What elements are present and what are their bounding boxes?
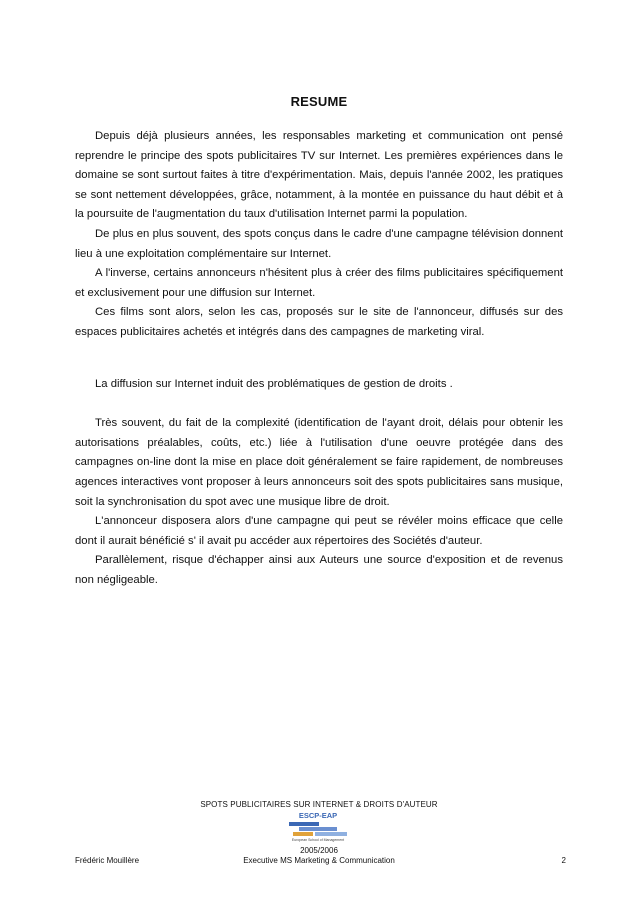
- paragraph: L'annonceur disposera alors d'une campagne qui peut se révéler moins efficace que celle dont il aurait bénéficié s' il avait pu accéder aux répertoires des Sociétés d'auteur.: [75, 515, 563, 547]
- document-body: [75, 127, 563, 590]
- paragraph: De plus en plus souvent, des spots conçus dans le cadre d'une campagne télévision donnent lieu à une exploitation complémentaire sur Internet.: [75, 227, 563, 260]
- footer-author: Frédéric Mouillère: [75, 856, 140, 865]
- escp-eap-logo: [285, 811, 351, 845]
- paragraph: Ces films sont alors, selon les cas, proposés sur le site de l'annonceur, diffusés sur des espaces publicitaires achetés et intégrés dans des campagnes de marketing viral.: [75, 306, 563, 338]
- logo-subtext: European School of Management: [291, 838, 345, 842]
- paragraph: Depuis déjà plusieurs années, les responsables marketing et communication ont pensé reprendre le principe des spots publicitaires TV sur Internet. Les premières expériences dans le domaine se sont surtout faites à titre d'expérimentation. Mais, depuis l'année 2002, les pratiques se sont nettement développées, grâce, notamment, à la montée en puissance du haut débit et à la poursuite de l'augmentation du taux d'utilisation Internet parmi la population.: [75, 130, 563, 221]
- spacer: [75, 343, 563, 375]
- paragraph: A l'inverse, certains annonceurs n'hésitent plus à créer des films publicitaires spécifiquement et exclusivement pour une diffusion sur Internet.: [75, 267, 563, 299]
- document-title: RESUME: [290, 94, 348, 109]
- footer-title: SPOTS PUBLICITAIRES SUR INTERNET & DROITS D'AUTEUR: [200, 800, 438, 809]
- paragraph: La diffusion sur Internet induit des problématiques de gestion de droits .: [95, 377, 453, 390]
- paragraph: Très souvent, du fait de la complexité (identification de l'ayant droit, délais pour obtenir les autorisations préalables, coûts, etc.) liée à l'utilisation d'une oeuvre protégée dans des campagnes on-line dont la mise en place doit généralement se faire rapidement, de nombreuses agences interactives vont proposer à leurs annonceurs soit des spots publicitaires sans musique, soit la synchronisation du spot avec une musique libre de droit.: [75, 417, 563, 508]
- paragraph: Parallèlement, risque d'échapper ainsi aux Auteurs une source d'exposition et de revenus non négligeable.: [75, 554, 563, 586]
- logo-text: ESCP-EAP: [298, 811, 338, 820]
- spacer: [75, 394, 563, 414]
- footer-program: Executive MS Marketing & Communication: [243, 856, 395, 865]
- footer-year: 2005/2006: [300, 846, 338, 855]
- page-number: 2: [561, 856, 566, 865]
- logo-bars-icon: [289, 822, 347, 838]
